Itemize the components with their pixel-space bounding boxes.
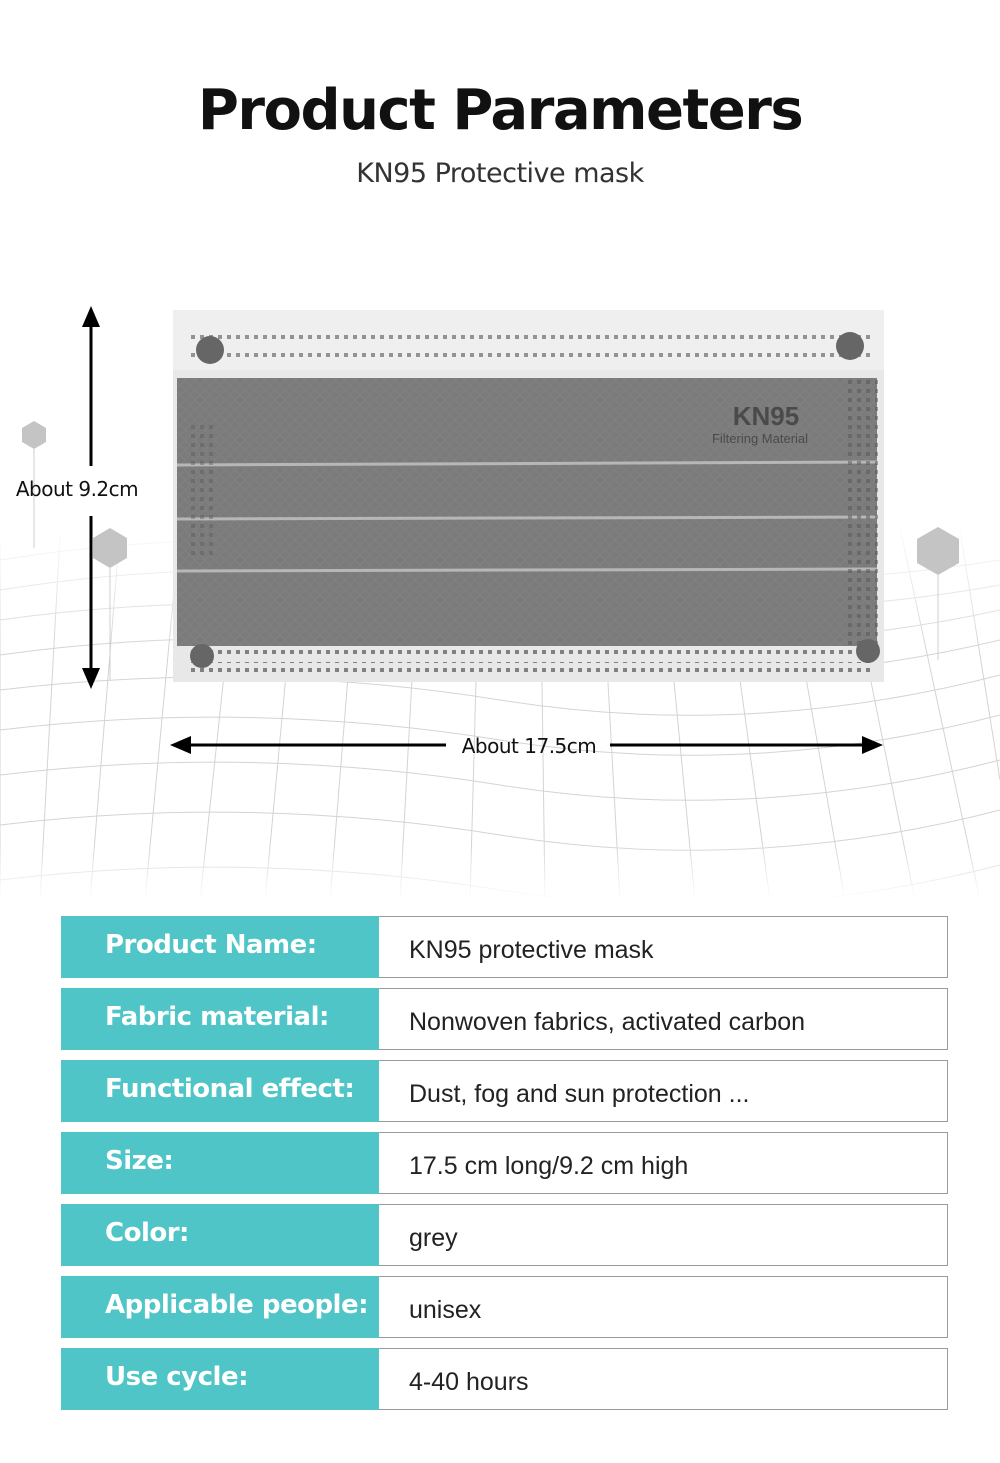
mask-print-sub: Filtering Material (711, 431, 809, 446)
row-value: 4-40 hours (379, 1348, 948, 1410)
table-row (61, 1132, 948, 1194)
page-title: Product Parameters (197, 78, 803, 143)
row-value: grey (379, 1204, 948, 1266)
row-value: KN95 protective mask (379, 916, 948, 978)
row-value: Dust, fog and sun protection ... (379, 1060, 948, 1122)
product-illustration (0, 260, 1000, 900)
table-row (61, 1060, 948, 1122)
row-value: Nonwoven fabrics, activated carbon (379, 988, 948, 1050)
row-label: Use cycle: (61, 1348, 379, 1410)
row-label: Functional effect: (61, 1060, 379, 1122)
row-value: unisex (379, 1276, 948, 1338)
row-label: Color: (61, 1204, 379, 1266)
mask-print-main: KN95 (732, 401, 800, 431)
page-subtitle: KN95 Protective mask (356, 158, 644, 189)
row-label: Product Name: (61, 916, 379, 978)
table-row (61, 1276, 948, 1338)
arrow-up-icon (82, 306, 100, 327)
row-value: 17.5 cm long/9.2 cm high (379, 1132, 948, 1194)
height-label: About 9.2cm (15, 477, 139, 501)
row-label: Fabric material: (61, 988, 379, 1050)
row-label: Size: (61, 1132, 379, 1194)
width-label: About 17.5cm (461, 734, 597, 758)
mask-image (173, 310, 884, 682)
table-row (61, 988, 948, 1050)
table-row (61, 1204, 948, 1266)
table-row (61, 1348, 948, 1410)
row-label: Applicable people: (61, 1276, 379, 1338)
table-row (61, 916, 948, 978)
